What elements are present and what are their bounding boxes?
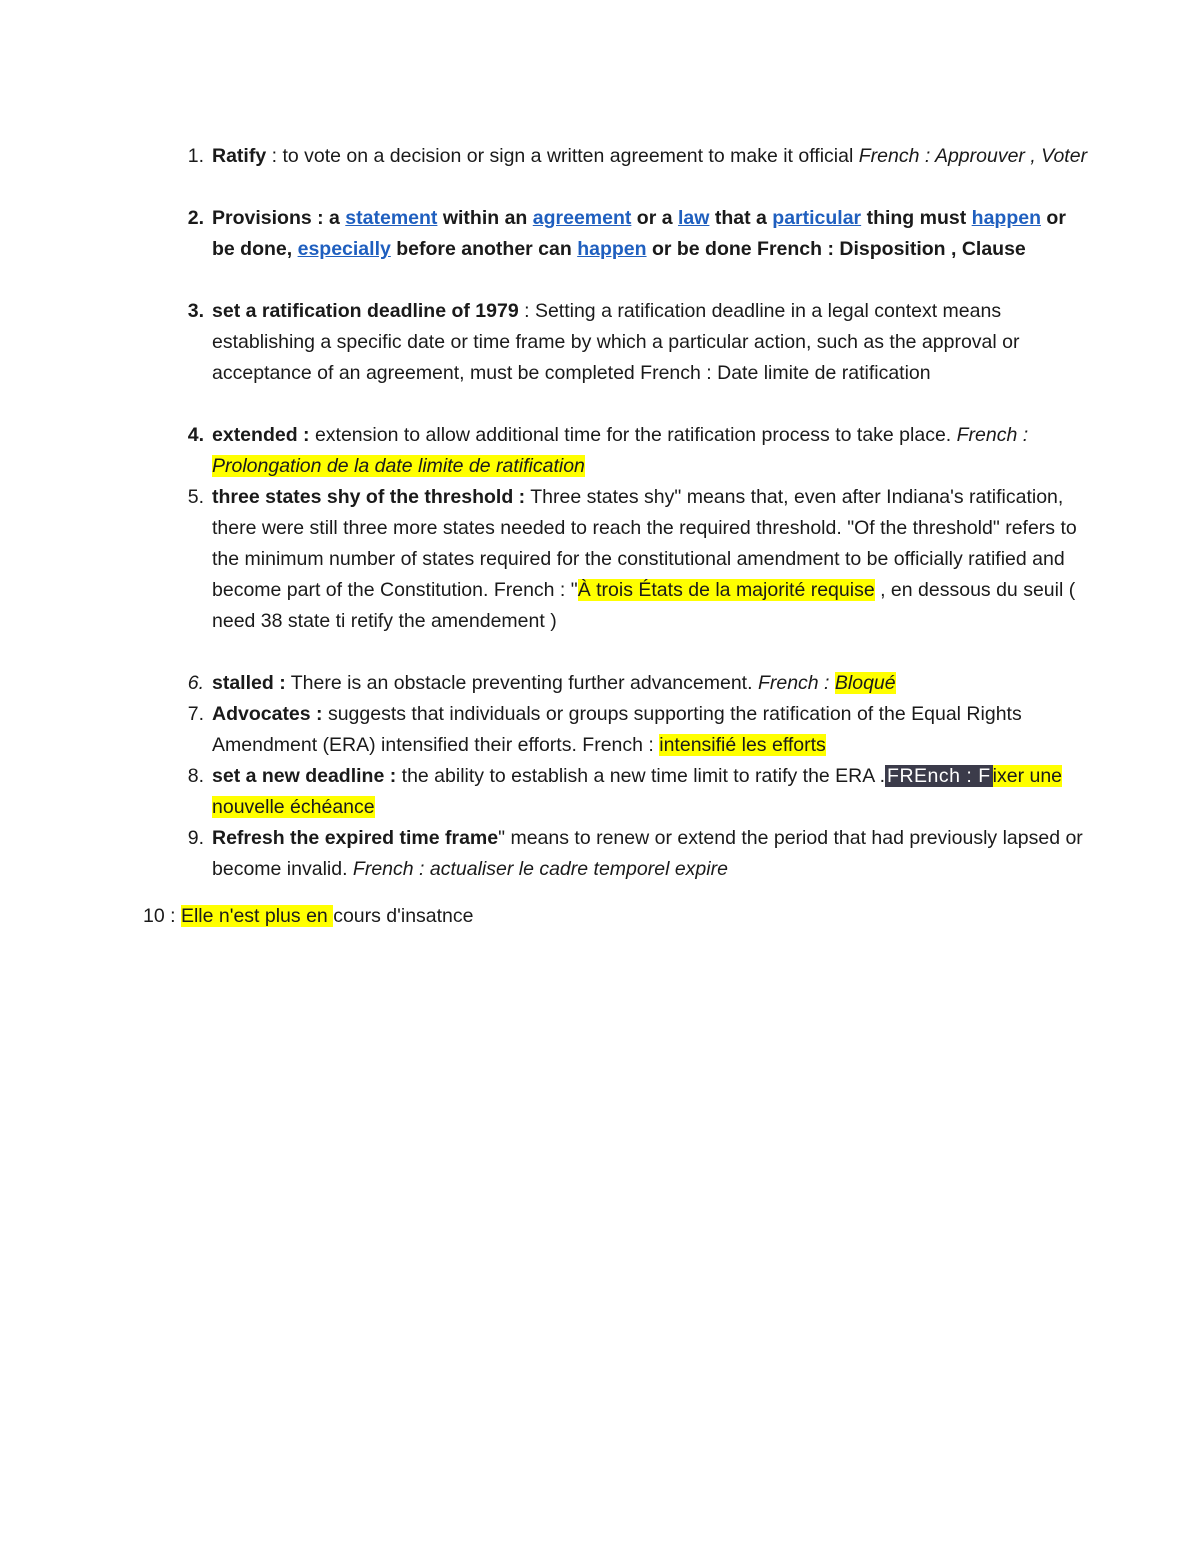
term: Refresh the expired time frame — [212, 827, 499, 849]
item-number: 1. — [187, 145, 204, 167]
french-translation: Bloqué — [834, 672, 896, 694]
term: Ratify — [212, 145, 267, 167]
term: Advocates : — [212, 703, 323, 725]
text-run: or be done French : Disposition , Clause — [646, 238, 1026, 260]
text-run: Provisions : a — [212, 207, 346, 229]
term: three states shy of the threshold : — [212, 486, 526, 508]
note-suffix: cours d'insatnce — [333, 905, 474, 927]
definition: Three states shy" means that, even after Indiana's ratification, there were still three more states needed to reach the required threshold. "Of the threshold" refers to the minimum number of states required for the constitutional amendment to be officially ratified and become part of the Constitution. French : " — [212, 486, 1077, 601]
item-number: 6. — [187, 672, 204, 694]
dictionary-link[interactable]: law — [678, 207, 710, 229]
french-translation: ixer une nouvelle échéance — [212, 765, 1063, 818]
french-translation: Prolongation de la date limite de ratification — [212, 455, 585, 477]
definition: the ability to establish a new time limit to ratify the ERA . — [396, 765, 886, 787]
item-number: 8. — [187, 765, 204, 787]
french-translation: French : actualiser le cadre temporel expire — [352, 858, 728, 880]
list-item — [187, 203, 1092, 265]
french-translation: À trois États de la majorité requise — [577, 579, 875, 601]
definition: : to vote on a decision or sign a written agreement to make it official — [266, 145, 859, 167]
dictionary-link[interactable]: happen — [577, 238, 647, 260]
item-number: 2. — [187, 207, 204, 229]
item-number: 7. — [187, 703, 204, 725]
definition: There is an obstacle preventing further advancement. — [285, 672, 758, 694]
dictionary-link[interactable]: agreement — [532, 207, 632, 229]
item-number: 9. — [187, 827, 204, 849]
definition-tail: , en dessous du seuil ( need 38 state ti retify the amendement ) — [212, 579, 1076, 632]
french-label: French : — [757, 672, 835, 694]
dictionary-link[interactable]: especially — [297, 238, 391, 260]
extra-note — [143, 901, 474, 932]
french-translation: French : Approuver , Voter — [858, 145, 1088, 167]
list-item — [187, 141, 1092, 172]
list-item — [187, 823, 1092, 885]
text-run: within an — [437, 207, 533, 229]
dictionary-link[interactable]: happen — [971, 207, 1041, 229]
french-translation: intensifié les efforts — [659, 734, 826, 756]
list-item — [187, 420, 1092, 482]
text-run: thing must — [861, 207, 972, 229]
list-item — [187, 699, 1092, 761]
term: extended : — [212, 424, 310, 446]
definition: suggests that individuals or groups supporting the ratification of the Equal Rights Amendment (ERA) intensified their efforts. French : — [212, 703, 1022, 756]
term: set a new deadline : — [212, 765, 397, 787]
item-number: 5. — [187, 486, 204, 508]
dictionary-link[interactable]: particular — [772, 207, 862, 229]
term: set a ratification deadline of 1979 — [212, 300, 519, 322]
item-number: 4. — [187, 424, 204, 446]
definition: extension to allow additional time for the ratification process to take place. — [309, 424, 957, 446]
dictionary-link[interactable]: statement — [345, 207, 438, 229]
selected-text: FREnch : F — [887, 765, 991, 787]
french-label: French : — [956, 424, 1029, 446]
list-item — [187, 668, 1092, 699]
definition: : Setting a ratification deadline in a legal context means establishing a specific date or time frame by which a particular action, such as the approval or acceptance of an agreement, must be completed French : Date limite de ratification — [212, 300, 1020, 384]
text-run: that a — [709, 207, 773, 229]
list-item — [187, 296, 1092, 389]
list-item — [187, 482, 1092, 637]
item-number: 3. — [187, 300, 204, 322]
note-prefix: 10 : — [143, 905, 181, 927]
text-run: or be done, — [212, 207, 1066, 260]
text-run: or a — [631, 207, 678, 229]
term: stalled : — [212, 672, 286, 694]
definition: " means to renew or extend the period that had previously lapsed or become invalid. — [212, 827, 1083, 880]
list-item — [187, 761, 1092, 823]
text-run: before another can — [390, 238, 578, 260]
note-highlight: Elle n'est plus en — [180, 905, 334, 927]
